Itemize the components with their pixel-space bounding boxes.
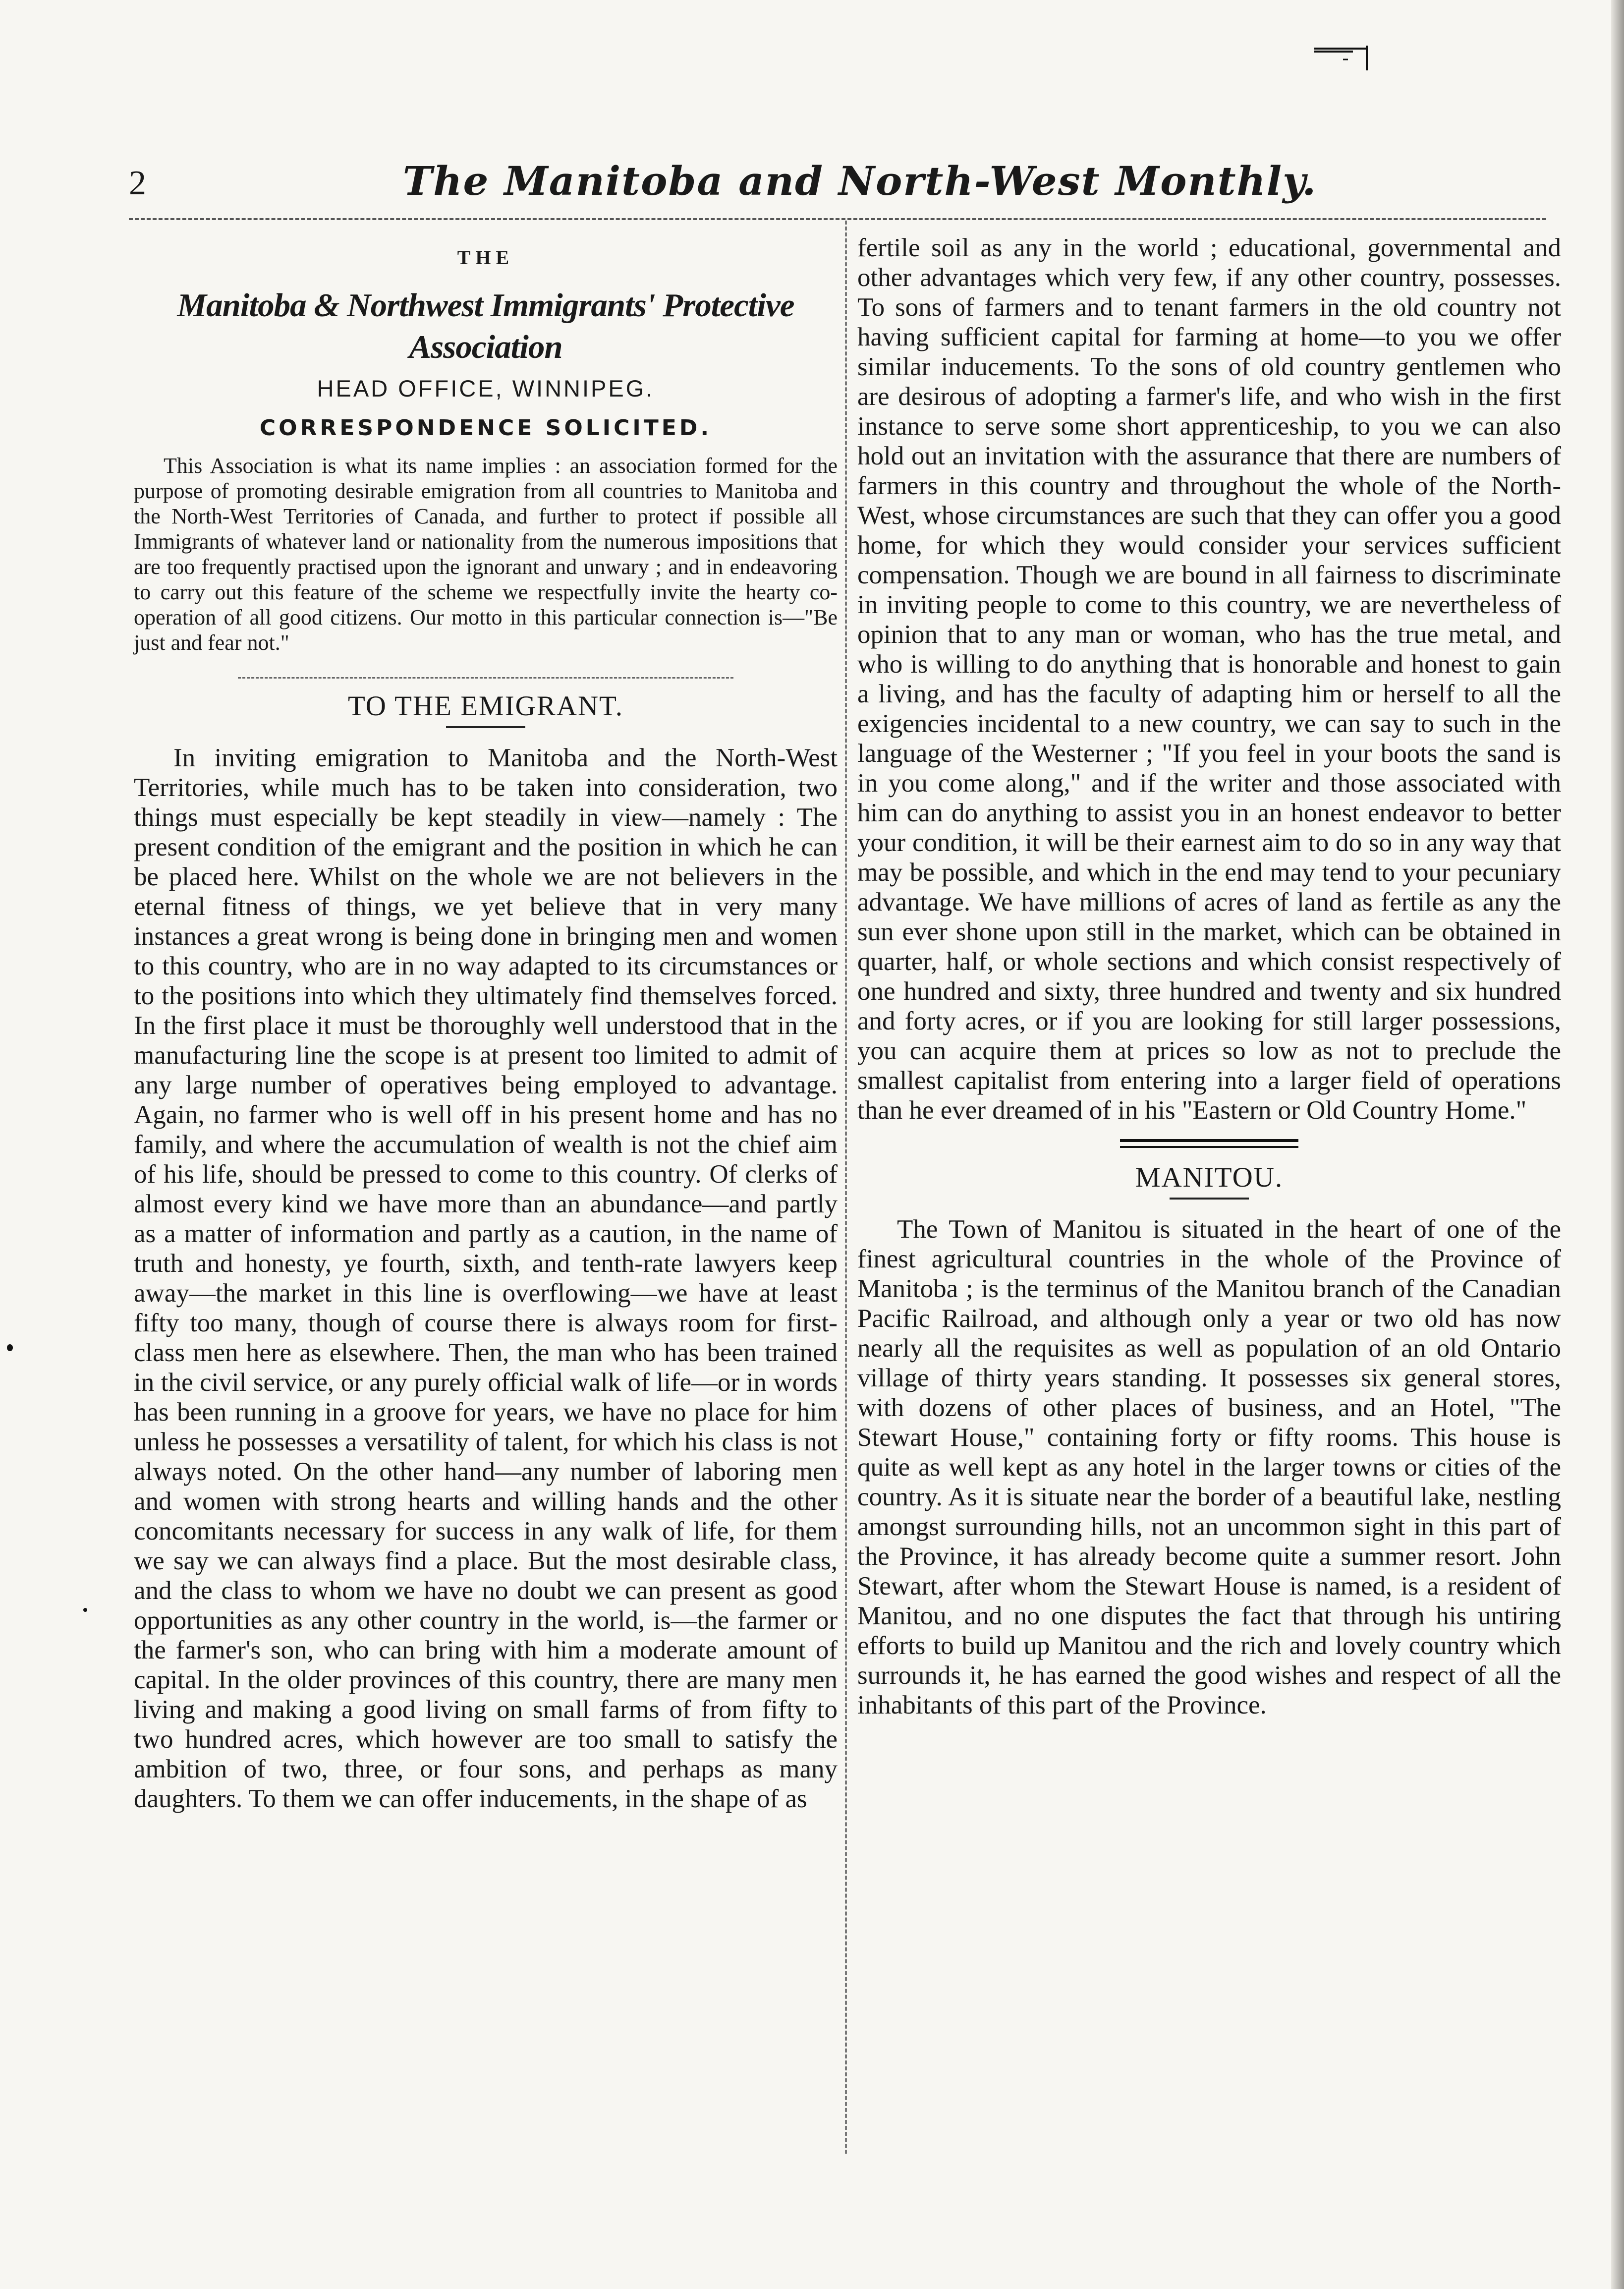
manitou-heading-rule [1170,1198,1249,1200]
page-edge-shadow [1611,0,1624,2289]
emigrant-text-left: In inviting emigration to Manitoba and the North-West Territories, while much has to be taken into consideration, two things must especially be kept steadily in view—namely : The present condition of the emigrant and the position in which he can be placed here. Whilst on the whole we are not believers in the eternal fitness of things, we yet believe that in very many instances a great wrong is being done in bringing men and women to this country, who are in no way adapted to its circumstances or to the positions into which they ultimately find themselves forced. In the first place it must be thoroughly well understood that in the manufacturing line the scope is at present too limited to admit of any large number of operatives being employed to advantage. Again, no farmer who is well off in his present home and has no family, and where the accumulation of wealth is not the chief aim of his life, should be pressed to come to this country. Of clerks of almost every kind we have more than an abundance—and partly as a matter of information and partly as a caution, in the name of truth and honesty, ye fourth, sixth, and tenth-rate lawyers keep away—the market in this line is overflowing—we have at least fifty too many, though of course there is always room for first-class men here as elsewhere. Then, the man who has been trained in the civil service, or any purely official walk of life—or in words has been running in a groove for years, we have no place for him unless he possesses a versatility of talent, for which his class is not always noted. On the other hand—any number of laboring men and women with strong hearts and willing hands and the other concomitants necessary for success in any walk of life, for them we say we can always find a place. But the most desirable class, and the class to whom we have no doubt we can present as good opportunities as any other country in the world, is—the farmer or the farmer's son, who can bring with him a moderate amount of capital. In the older provinces of this country, there are many men living and making a good living on small farms of from fifty to two hundred acres, which however are too small to satisfy the ambition of two, three, or four sons, and perhaps as many daughters. To them we can offer inducements, in the shape of as [134,744,838,1813]
corner-crop-mark [1313,46,1372,75]
association-head-office: HEAD OFFICE, WINNIPEG. [317,375,655,401]
ink-speck [7,1344,13,1351]
section-divider [238,677,733,679]
left-column [134,233,838,1814]
article-divider [1120,1139,1298,1148]
column-divider [845,221,847,2154]
page-header [129,149,1546,213]
association-the: THE [457,246,514,269]
manitou-heading: MANITOU. [1135,1162,1284,1193]
emigrant-heading-rule [446,726,525,728]
manitou-text: The Town of Manitou is situated in the heart of one of the finest agricultural countries in the whole of the Province of Manitoba ; is the terminus of the Manitou branch of the Canadian Pacific Railroad, and although only a year or two old has now nearly all the requisites as well as population of an old Ontario village of thirty years standing. It possesses six general stores, with dozens of other places of business, and an Hotel, "The Stewart House," containing forty or fifty rooms. This house is quite as well kept as any hotel in the larger towns or cities of the country. As it is situate near the border of a beautiful lake, nestling amongst surrounding hills, not an uncommon sight in this part of the Province, it has already become quite a summer resort. John Stewart, after whom the Stewart House is named, is a resident of Manitou, and no one disputes the fact that through his untiring efforts to build up Manitou and the rich and lovely country which surrounds it, he has earned the good wishes and respect of all the inhabitants of this part of the Province. [857,1215,1561,1719]
right-column [857,233,1561,1720]
page-number: 2 [129,164,146,202]
association-body: This Association is what its name implies : an association formed for the purpose of promoting desirable emigration from all countries to Manitoba and the North-West Territories of Canada, and further to protect if possible all Immigrants of whatever land or nationality from the numerous impositions that are too frequently practised upon the ignorant and unwary ; and in endeavoring to carry out this feature of the scheme we respectfully invite the hearty co-operation of all good citizens. Our motto in this particular connection is—"Be just and fear not." [134,454,838,655]
emigrant-text-right: fertile soil as any in the world ; educational, governmental and other advantages which very few, if any other country, possesses. To sons of farmers and to tenant farmers in the old country not having sufficient capital for farming at home—to you we offer similar inducements. To the sons of old country gentlemen who are desirous of adopting a farmer's life, and who wish in the first instance to serve some short apprenticeship, to you we can also hold out an invitation with the assurance that there are numbers of farmers in this country and throughout the whole of the North-West, whose circumstances are such that they can offer you a good home, for which they would consider your services sufficient compensation. Though we are bound in all fairness to discriminate in inviting people to come to this country, we are nevertheless of opinion that to any man or woman, who has the true metal, and who is willing to do anything that is honorable and honest to gain a living, and has the faculty of adapting him or herself to all the exigencies incidental to a new country, we can say to such in the language of the Westerner ; "If you feel in your boots the sand is in you come along," and if the writer and those associated with him can do anything to assist you in an honest endeavor to better your condition, it will be their earnest aim to do so in any way that may be possible, and which in the end may tend to your pecuniary advantage. We have millions of acres of land as fertile as any the sun ever shone upon still in the market, which can be obtained in quarter, half, or whole sections and which consist respectively of one hundred and sixty, three hundred and twenty and six hundred and forty acres, or if you are looking for still larger possessions, you can acquire them at prices so low as not to preclude the smallest capitalist from entering into a larger field of operations than he ever dreamed of in his "Eastern or Old Country Home." [857,233,1561,1125]
association-correspondence: CORRESPONDENCE SOLICITED. [259,415,712,441]
ink-speck [83,1608,87,1612]
header-rule [129,218,1546,220]
masthead-title: The Manitoba and North-West Monthly. [402,158,1317,204]
association-name: Manitoba & Northwest Immigrants' Protective Association [177,287,794,365]
emigrant-heading: TO THE EMIGRANT. [347,690,624,722]
